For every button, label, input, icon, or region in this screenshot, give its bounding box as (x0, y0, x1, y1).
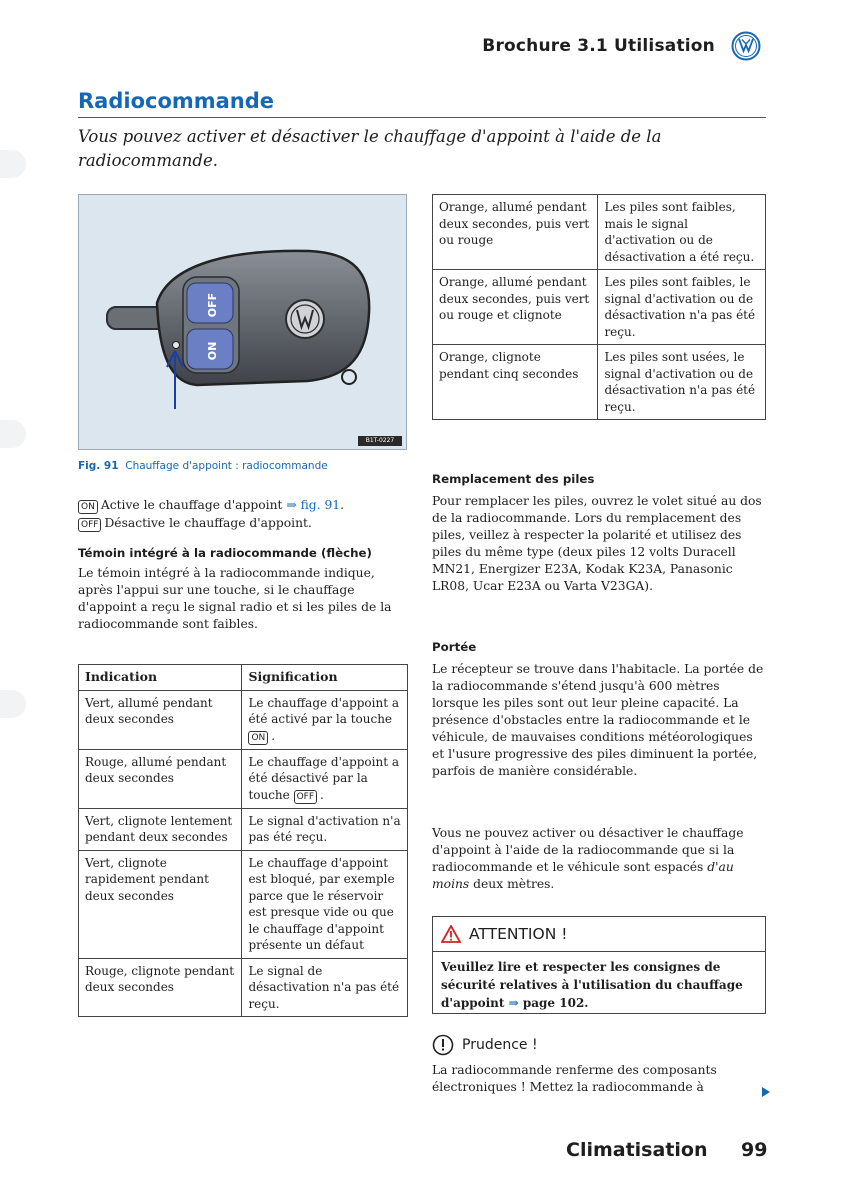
footer-chapter: Climatisation (566, 1139, 708, 1161)
warning-triangle-icon (441, 925, 461, 943)
table-header-row (79, 665, 408, 691)
replacement-heading: Remplacement des piles (432, 472, 595, 486)
table-row (433, 270, 766, 345)
remote-control-figure (78, 194, 407, 450)
header-signification: Signification (242, 665, 408, 691)
section-title: Radiocommande (78, 89, 275, 113)
vw-logo-icon (731, 31, 761, 61)
section-intro: Vous pouvez activer et désactiver le chauffage d'appoint à l'aide de la radiocommande. (78, 127, 662, 170)
indication-table (78, 664, 408, 1017)
replacement-text: Pour remplacer les piles, ouvrez le volet situé au dos de la radiocommande. Lors du remplacement des piles, veillez à respecter la polarité et utilisez des piles du même type (deux piles 12 volts Duracell MN21, Energizer E23A, Kodak K23A, Panasonic LR08, Ucar E23A ou Varta V23GA). (432, 494, 762, 593)
indication-cell: Rouge, allumé pendant deux secondes (79, 749, 242, 808)
off-keycap: OFF (294, 790, 317, 804)
table-row (79, 958, 408, 1017)
page-number: 99 (741, 1139, 768, 1161)
portee-heading: Portée (432, 640, 477, 654)
temoin-heading: Témoin intégré à la radiocommande (flèche) (78, 546, 372, 560)
page-102-link[interactable]: page 102. (522, 996, 589, 1010)
margin-tab (0, 690, 26, 718)
portee-text-1: Le récepteur se trouve dans l'habitacle. La portée de la radiocommande s'étend jusqu'à 600 mètres lorsque les piles sont out leur pleine capacité. La présence d'obstacles entre la radiocommande et le véhicule, de mauvaises conditions météorologiques et l'usure progressive des piles diminuent la portée, parfois de manière considérable. (432, 662, 764, 778)
header-indication: Indication (79, 665, 242, 691)
portee-text-2: Vous ne pouvez activer ou désactiver le chauffage d'appoint à l'aide de la radiocommande que si la radiocommande et le véhicule sont espacés d'au moins deux mètres. (432, 826, 744, 891)
on-keycap: ON (248, 731, 268, 745)
indication-cell: Vert, allumé pendant deux secondes (79, 690, 242, 749)
prudence-heading (432, 1034, 538, 1056)
margin-tab (0, 420, 26, 448)
on-key-text: Active le chauffage d'appoint (100, 498, 283, 512)
button-on-label: ON (206, 341, 219, 361)
signification-cell: Le chauffage d'appoint a été désactivé par la touche OFF . (242, 749, 408, 808)
table-row (79, 850, 408, 958)
attention-box (432, 916, 766, 1014)
temoin-text: Le témoin intégré à la radiocommande indique, après l'appui sur une touche, si le chauffage d'appoint a reçu le signal radio et si les piles de la radiocommande sont faibles. (78, 566, 392, 631)
figure-code: B1T-0227 (358, 436, 402, 446)
emphasis: d'au moins (432, 860, 734, 891)
signification-cell: Le chauffage d'appoint a été activé par la touche ON . (242, 690, 408, 749)
table-row (79, 690, 408, 749)
fig-91-link[interactable]: fig. 91 (300, 498, 341, 512)
remote-control-illustration (79, 195, 406, 449)
table-row (79, 808, 408, 850)
header-title: Brochure 3.1 Utilisation (482, 36, 715, 56)
off-keycap: OFF (78, 518, 101, 532)
margin-tab (0, 150, 26, 178)
button-off-label: OFF (206, 292, 219, 318)
signification-cell: Les piles sont faibles, mais le signal d'activation ou de désactivation a été reçu. (598, 195, 766, 270)
attention-text: Veuillez lire et respecter les consignes de sécurité relatives à l'utilisation du chauffage d'appoint ⇒ page 102. (441, 960, 743, 1010)
continue-arrow-icon (762, 1087, 770, 1097)
on-key-description: ON Active le chauffage d'appoint ⇒ fig. 91. (78, 497, 408, 514)
indication-cell: Orange, allumé pendant deux secondes, puis vert ou rouge et clignote (433, 270, 598, 345)
indication-cell: Orange, allumé pendant deux secondes, puis vert ou rouge (433, 195, 598, 270)
indication-cell: Vert, clignote rapidement pendant deux secondes (79, 850, 242, 958)
attention-title: ATTENTION ! (469, 925, 568, 943)
caption-number: Fig. 91 (78, 460, 119, 472)
battery-indication-table (432, 194, 766, 420)
on-keycap: ON (78, 500, 98, 514)
indication-cell: Orange, clignote pendant cinq secondes (433, 345, 598, 420)
caption-text: Chauffage d'appoint : radiocommande (125, 460, 328, 472)
signification-cell: Les piles sont faibles, le signal d'activation ou de désactivation n'a pas été reçu. (598, 270, 766, 345)
signification-cell: Les piles sont usées, le signal d'activation ou de désactivation n'a pas été reçu. (598, 345, 766, 420)
off-key-description (78, 515, 408, 532)
title-divider (78, 117, 766, 118)
indication-cell: Rouge, clignote pendant deux secondes (79, 958, 242, 1017)
prudence-text: La radiocommande renferme des composants électroniques ! Mettez la radiocommande à (432, 1063, 717, 1094)
signification-cell: Le signal d'activation n'a pas été reçu. (242, 808, 408, 850)
signification-cell: Le signal de désactivation n'a pas été reçu. (242, 958, 408, 1017)
attention-header (433, 917, 765, 952)
caution-circle-icon (432, 1034, 454, 1056)
table-row (433, 345, 766, 420)
indication-cell: Vert, clignote lentement pendant deux secondes (79, 808, 242, 850)
signification-cell: Le chauffage d'appoint est bloqué, par exemple parce que le réservoir est presque vide ou que le chauffage d'appoint présente un défaut (242, 850, 408, 958)
table-row (433, 195, 766, 270)
off-key-text: Désactive le chauffage d'appoint. (104, 516, 312, 530)
figure-caption (78, 460, 328, 472)
table-row (79, 749, 408, 808)
prudence-title: Prudence ! (462, 1037, 538, 1053)
